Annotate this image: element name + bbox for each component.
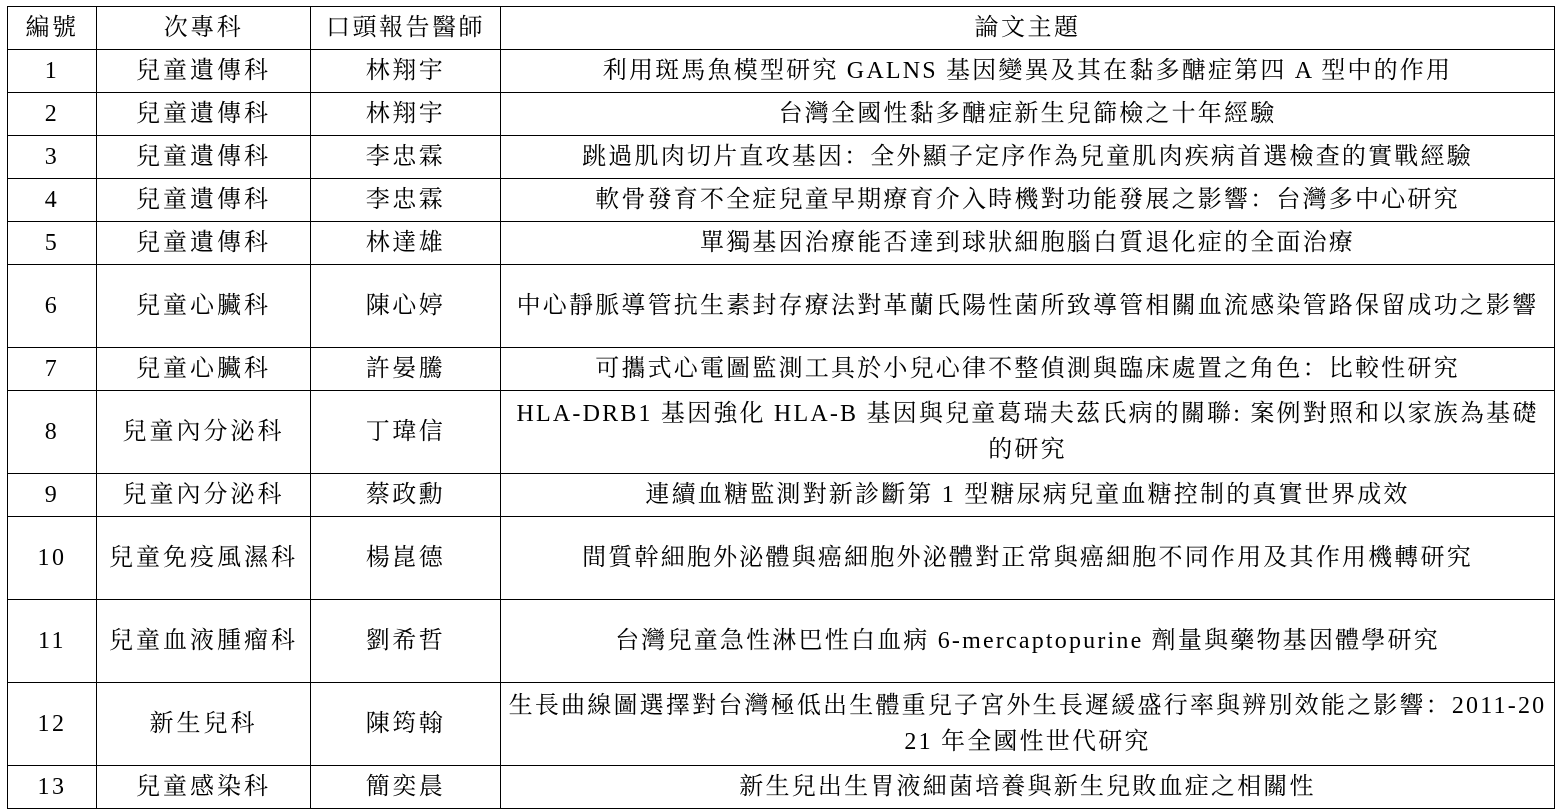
- table-row: [8, 683, 1555, 766]
- cell-topic: 利用斑馬魚模型研究 GALNS 基因變異及其在黏多醣症第四 A 型中的作用: [501, 50, 1555, 93]
- cell-subspecialty: 兒童遺傳科: [97, 179, 311, 222]
- table-row: [8, 517, 1555, 600]
- cell-number: 10: [8, 517, 97, 600]
- cell-number: 2: [8, 93, 97, 136]
- header-number: 編號: [8, 7, 97, 50]
- cell-presenter: 林翔宇: [311, 93, 501, 136]
- table-row: [8, 50, 1555, 93]
- cell-number: 11: [8, 600, 97, 683]
- cell-presenter: 許晏騰: [311, 348, 501, 391]
- cell-subspecialty: 兒童遺傳科: [97, 93, 311, 136]
- cell-number: 13: [8, 766, 97, 809]
- cell-presenter: 丁瑋信: [311, 391, 501, 474]
- cell-number: 4: [8, 179, 97, 222]
- cell-subspecialty: 兒童內分泌科: [97, 474, 311, 517]
- header-row: [8, 7, 1555, 50]
- cell-topic: 新生兒出生胃液細菌培養與新生兒敗血症之相關性: [501, 766, 1555, 809]
- table-row: [8, 93, 1555, 136]
- cell-topic: 軟骨發育不全症兒童早期療育介入時機對功能發展之影響：台灣多中心研究: [501, 179, 1555, 222]
- cell-topic: 生長曲線圖選擇對台灣極低出生體重兒子宮外生長遲緩盛行率與辨別效能之影響：2011-2021 年全國性世代研究: [501, 683, 1555, 766]
- table-row: [8, 222, 1555, 265]
- header-presenter: 口頭報告醫師: [311, 7, 501, 50]
- cell-presenter: 簡奕晨: [311, 766, 501, 809]
- table-row: [8, 391, 1555, 474]
- table-row: [8, 348, 1555, 391]
- cell-subspecialty: 兒童內分泌科: [97, 391, 311, 474]
- cell-presenter: 李忠霖: [311, 179, 501, 222]
- cell-number: 7: [8, 348, 97, 391]
- cell-number: 1: [8, 50, 97, 93]
- table-row: [8, 179, 1555, 222]
- cell-presenter: 陳心婷: [311, 265, 501, 348]
- presentation-table: [7, 6, 1555, 809]
- cell-topic: 中心靜脈導管抗生素封存療法對革蘭氏陽性菌所致導管相關血流感染管路保留成功之影響: [501, 265, 1555, 348]
- table-row: [8, 600, 1555, 683]
- cell-subspecialty: 兒童遺傳科: [97, 50, 311, 93]
- cell-number: 6: [8, 265, 97, 348]
- cell-presenter: 林翔宇: [311, 50, 501, 93]
- cell-presenter: 林達雄: [311, 222, 501, 265]
- cell-subspecialty: 新生兒科: [97, 683, 311, 766]
- cell-presenter: 李忠霖: [311, 136, 501, 179]
- cell-topic: 連續血糖監測對新診斷第 1 型糖尿病兒童血糖控制的真實世界成效: [501, 474, 1555, 517]
- cell-subspecialty: 兒童遺傳科: [97, 136, 311, 179]
- cell-topic: 可攜式心電圖監測工具於小兒心律不整偵測與臨床處置之角色：比較性研究: [501, 348, 1555, 391]
- cell-subspecialty: 兒童感染科: [97, 766, 311, 809]
- cell-subspecialty: 兒童心臟科: [97, 348, 311, 391]
- cell-number: 12: [8, 683, 97, 766]
- cell-subspecialty: 兒童心臟科: [97, 265, 311, 348]
- cell-topic: HLA-DRB1 基因強化 HLA-B 基因與兒童葛瑞夫茲氏病的關聯: 案例對照和以家族為基礎的研究: [501, 391, 1555, 474]
- cell-topic: 跳過肌肉切片直攻基因：全外顯子定序作為兒童肌肉疾病首選檢查的實戰經驗: [501, 136, 1555, 179]
- cell-presenter: 陳筠翰: [311, 683, 501, 766]
- cell-number: 9: [8, 474, 97, 517]
- table-row: [8, 136, 1555, 179]
- cell-subspecialty: 兒童遺傳科: [97, 222, 311, 265]
- cell-topic: 台灣兒童急性淋巴性白血病 6-mercaptopurine 劑量與藥物基因體學研究: [501, 600, 1555, 683]
- cell-presenter: 蔡政勳: [311, 474, 501, 517]
- cell-number: 5: [8, 222, 97, 265]
- cell-subspecialty: 兒童免疫風濕科: [97, 517, 311, 600]
- cell-topic: 單獨基因治療能否達到球狀細胞腦白質退化症的全面治療: [501, 222, 1555, 265]
- table-row: [8, 474, 1555, 517]
- header-subspecialty: 次專科: [97, 7, 311, 50]
- table-row: [8, 766, 1555, 809]
- cell-subspecialty: 兒童血液腫瘤科: [97, 600, 311, 683]
- cell-number: 3: [8, 136, 97, 179]
- cell-topic: 台灣全國性黏多醣症新生兒篩檢之十年經驗: [501, 93, 1555, 136]
- cell-topic: 間質幹細胞外泌體與癌細胞外泌體對正常與癌細胞不同作用及其作用機轉研究: [501, 517, 1555, 600]
- cell-presenter: 楊崑德: [311, 517, 501, 600]
- table-row: [8, 265, 1555, 348]
- cell-presenter: 劉希哲: [311, 600, 501, 683]
- cell-number: 8: [8, 391, 97, 474]
- header-topic: 論文主題: [501, 7, 1555, 50]
